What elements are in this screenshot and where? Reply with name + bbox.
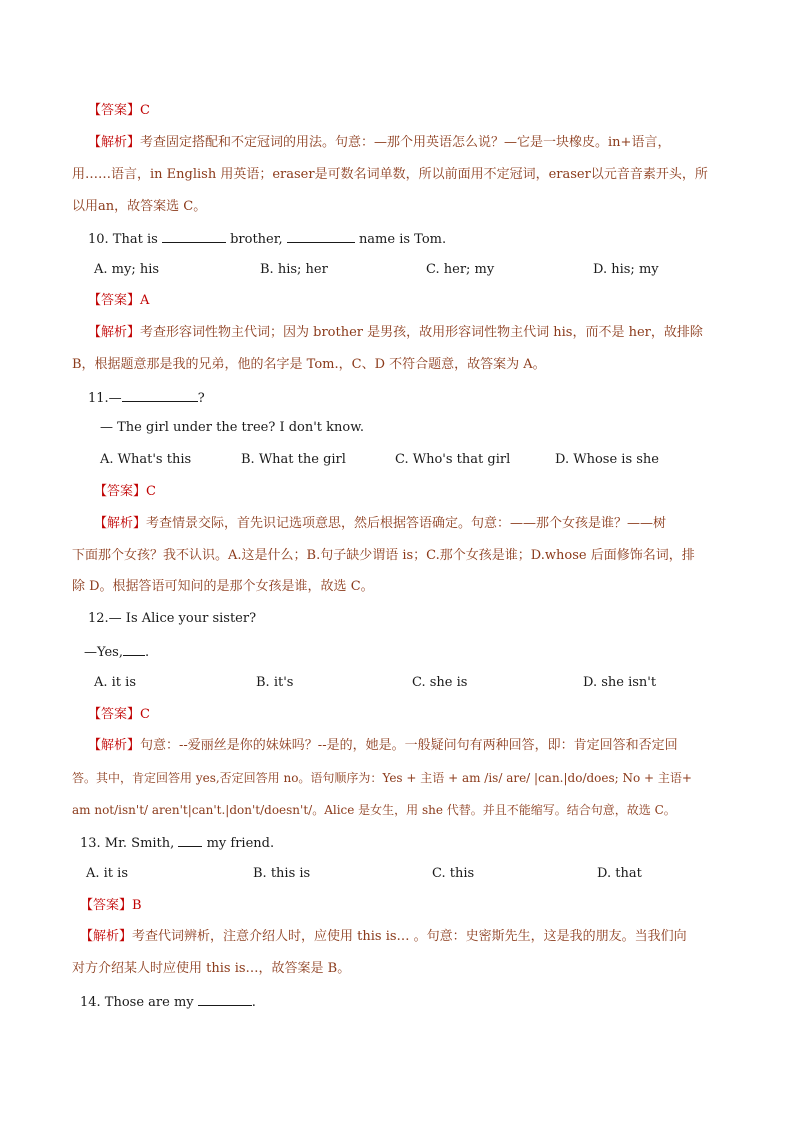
question-text: ?	[197, 391, 205, 406]
question-text: —Yes,	[84, 645, 123, 660]
question-11	[88, 388, 205, 408]
answer-12	[88, 706, 150, 724]
answer-blank	[178, 833, 202, 847]
answer-value: C	[140, 103, 150, 118]
option-b: B. this is	[253, 866, 311, 881]
option-b: B. What the girl	[241, 452, 346, 467]
option-c: C. Who's that girl	[395, 452, 511, 467]
option-c: C. she is	[412, 675, 468, 690]
explanation-12-line-2: 答。其中，肯定回答用 yes,否定回答用 no。语句顺序为：Yes + 主语 + am /is/ are/ |can.|do/does; No + 主语+	[72, 771, 692, 785]
answer-blank	[123, 642, 145, 656]
option-d: D. she isn't	[583, 675, 657, 690]
question-text: 11.—	[88, 391, 122, 406]
explanation-10-line-1	[88, 324, 703, 342]
question-11-reply: — The girl under the tree? I don't know.	[100, 420, 364, 435]
answer-blank	[122, 388, 198, 402]
explanation-tag: 【解析】	[88, 738, 141, 753]
explanation-text: 考查代词辨析，注意介绍人时，应使用 this is… 。句意：史密斯先生，这是我的朋友。当我们向	[132, 929, 687, 944]
explanation-9-line-3: 以用an，故答案选 C。	[72, 199, 207, 214]
explanation-text: 考查形容词性物主代词；因为 brother 是男孩，故用形容词性物主代词 his，而不是 her，故排除	[140, 325, 703, 340]
explanation-text: 句意：--爱丽丝是你的妹妹吗？--是的，她是。一般疑问句有两种回答，即：肯定回答和否定回	[140, 738, 678, 753]
option-a: A. my; his	[94, 262, 160, 277]
answer-value: B	[132, 898, 142, 913]
explanation-11-line-2: 下面那个女孩？我不认识。A.这是什么；B.句子缺少谓语 is；C.那个女孩是谁；D.whose 后面修饰名词，排	[72, 548, 695, 563]
question-13	[80, 833, 274, 853]
explanation-13-line-1	[80, 928, 687, 946]
option-b: B. his; her	[260, 262, 328, 277]
explanation-tag: 【解析】	[88, 325, 141, 340]
answer-value: C	[140, 707, 150, 722]
question-14	[80, 992, 256, 1012]
question-text: brother,	[230, 232, 283, 247]
answer-tag: 【答案】	[88, 103, 141, 118]
question-text: my friend.	[206, 836, 275, 851]
option-d: D. his; my	[593, 262, 659, 277]
question-text: 10. That is	[88, 232, 158, 247]
answer-value: C	[146, 484, 156, 499]
answer-value: A	[140, 293, 150, 308]
answer-tag: 【答案】	[94, 484, 147, 499]
question-text: name is Tom.	[358, 232, 447, 247]
explanation-12-line-3: am not/isn't/ aren't|can't.|don't/doesn't/。Alice 是女生，用 she 代替。并且不能缩写。结合句意，故选 C。	[72, 803, 676, 817]
explanation-tag: 【解析】	[88, 135, 141, 150]
question-text: 14. Those are my	[80, 995, 194, 1010]
option-d: D. that	[597, 866, 642, 881]
answer-tag: 【答案】	[88, 293, 141, 308]
question-text: .	[144, 645, 150, 660]
question-text: 13. Mr. Smith,	[80, 836, 175, 851]
explanation-10-line-2: B，根据题意那是我的兄弟，他的名字是 Tom.，C、D 不符合题意，故答案为 A。	[72, 357, 546, 372]
explanation-tag: 【解析】	[80, 929, 133, 944]
explanation-13-line-2: 对方介绍某人时应使用 this is…，故答案是 B。	[72, 961, 351, 976]
question-text: .	[251, 995, 256, 1010]
answer-blank	[162, 229, 226, 243]
answer-blank	[287, 229, 355, 243]
answer-11	[94, 483, 156, 501]
answer-9	[88, 102, 150, 120]
option-b: B. it's	[256, 675, 294, 690]
question-10	[88, 229, 446, 249]
option-a: A. What's this	[100, 452, 192, 467]
option-c: C. this	[432, 866, 475, 881]
answer-13	[80, 897, 142, 915]
explanation-9-line-1	[88, 134, 670, 152]
answer-blank	[198, 992, 252, 1006]
option-a: A. it is	[94, 675, 136, 690]
option-c: C. her; my	[426, 262, 495, 277]
answer-tag: 【答案】	[80, 898, 133, 913]
option-d: D. Whose is she	[555, 452, 659, 467]
explanation-11-line-3: 除 D。根据答语可知问的是那个女孩是谁，故选 C。	[72, 579, 374, 594]
answer-tag: 【答案】	[88, 707, 141, 722]
question-12: 12.— Is Alice your sister?	[88, 611, 257, 626]
explanation-text: 考查固定搭配和不定冠词的用法。句意：—那个用英语怎么说？—它是一块橡皮。in+语言，	[140, 135, 671, 150]
explanation-9-line-2: 用……语言，in English 用英语；eraser是可数名词单数，所以前面用不定冠词，eraser以元音音素开头，所	[72, 167, 708, 182]
explanation-12-line-1	[88, 737, 678, 755]
explanation-11-line-1	[94, 515, 666, 533]
explanation-text: 考查情景交际，首先识记选项意思，然后根据答语确定。句意：——那个女孩是谁？——树	[146, 516, 667, 531]
question-12-reply	[84, 642, 149, 662]
option-a: A. it is	[86, 866, 128, 881]
explanation-tag: 【解析】	[94, 516, 147, 531]
answer-10	[88, 292, 149, 310]
